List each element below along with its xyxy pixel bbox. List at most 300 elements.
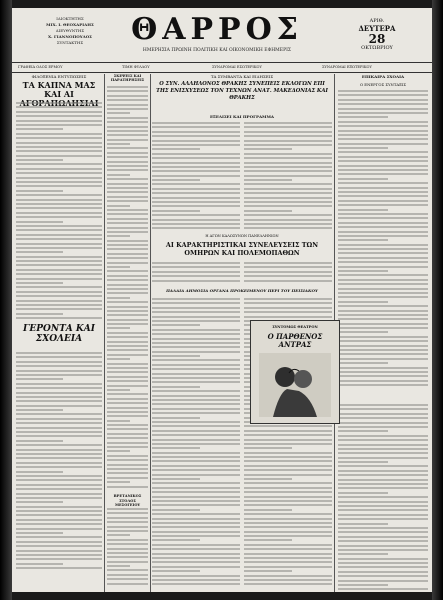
text-line [338,470,428,472]
text-line [338,274,428,276]
text-line [107,108,148,110]
text-line [338,584,388,586]
text-line [107,253,148,255]
text-line [16,106,102,108]
text-line [152,465,240,467]
text-line [107,402,148,404]
text-line [16,541,102,543]
text-line [244,140,332,142]
info-item: ΤΙΜΗ ΦΥΛΛΟΥ [122,65,150,69]
text-line [16,185,102,187]
text-line [152,157,240,159]
text-line [107,556,148,558]
text-line [107,455,148,457]
text-line [338,266,428,268]
text-line [107,191,148,193]
text-line [338,112,428,114]
text-line [244,210,292,212]
text-line [152,122,240,124]
text-line [244,170,332,172]
text-line [338,257,428,259]
text-line [338,575,428,577]
text-line [338,408,428,410]
text-line [338,496,428,498]
text-line [338,169,428,171]
text-line [107,314,148,316]
text-line [107,244,148,246]
text-line [152,298,240,300]
text-line [338,252,428,254]
text-line [338,336,428,338]
text-line [107,139,148,141]
text-line [338,248,428,250]
text-line [338,371,428,373]
article-body [107,508,148,587]
text-line [107,143,130,145]
text-line [338,527,428,529]
text-line [338,452,428,454]
text-line [107,477,148,479]
text-line [338,90,428,92]
text-line [16,256,102,258]
text-line [244,271,332,273]
text-line [338,209,388,211]
text-line [244,491,332,493]
text-line [338,588,428,590]
text-line [107,240,148,242]
text-line [107,468,148,470]
text-line [107,380,148,382]
text-line [152,307,240,309]
text-line [16,120,102,122]
text-line [16,532,63,534]
text-line [107,196,148,198]
text-line [107,561,148,563]
newspaper-title: ΘΑΡΡΟΣ [131,12,303,47]
text-line [16,361,102,363]
text-line [338,523,388,525]
text-line [244,482,332,484]
text-line [152,311,240,313]
text-line [338,138,428,140]
text-line [244,579,332,581]
text-line [16,488,102,490]
text-line [338,380,428,382]
text-line [338,261,428,263]
text-line [152,430,240,432]
text-line [152,557,240,559]
text-line [16,550,102,552]
text-line [107,517,148,519]
text-line [16,519,102,521]
text-line [107,336,148,338]
text-line [152,403,240,405]
text-line [338,134,428,136]
text-line [152,355,200,357]
text-line [338,531,428,533]
text-line [152,522,240,524]
text-line [244,561,332,563]
right-column [338,74,428,592]
text-line [338,487,428,489]
text-line [107,292,148,294]
newspaper-page [12,8,432,592]
text-line [16,497,102,499]
text-line [244,266,332,268]
text-line [16,207,102,209]
advertisement [250,320,340,424]
text-line [244,131,332,133]
text-line [244,474,332,476]
text-line [107,227,148,229]
text-line [16,238,102,240]
text-line [16,128,63,130]
text-line [244,504,332,506]
text-line [152,417,200,419]
text-line [338,536,428,538]
text-line [107,486,148,488]
text-line [244,192,332,194]
text-line [107,534,130,536]
text-line [152,373,240,375]
text-line [152,544,240,546]
text-line [16,475,102,477]
text-line [107,543,148,545]
column-kicker: ΦΙΛΟΞΕΝΙΑ ΕΝΤΥΠΩΣΕΙΣ [31,74,87,79]
text-line [152,496,240,498]
text-line [16,212,102,214]
text-line [16,216,102,218]
text-line [152,364,240,366]
text-line [338,318,428,320]
text-line [107,472,148,474]
text-line [107,288,148,290]
text-line [16,418,102,420]
text-line [244,219,332,221]
credit-line: ΜΙΧ. Ι. ΘΕΟΧΑΡΙΔΗΣ [46,22,94,27]
text-line [338,461,388,463]
text-line [107,319,148,321]
credit-line: ΔΙΕΥΘΥΝΤΗΣ [55,28,85,33]
text-line [152,500,240,502]
text-line [338,571,428,573]
text-line [16,260,102,262]
text-line [152,566,240,568]
text-line [107,121,148,123]
text-line [338,151,428,153]
text-line [244,575,332,577]
text-line [338,195,428,197]
credit-line: ΙΔΙΟΚΤΗΤΗΣ [56,16,84,21]
text-line [152,359,240,361]
text-line [338,426,428,428]
text-line [338,558,428,560]
text-line [107,205,130,207]
text-line [16,304,102,306]
text-line [152,579,240,581]
text-line [107,407,148,409]
text-line [152,338,240,340]
article-body [338,404,428,592]
text-line [244,518,332,520]
text-line [244,425,332,427]
text-line [16,545,102,547]
text-line [152,320,240,322]
text-line [152,333,240,335]
text-line [338,156,428,158]
text-line [152,368,240,370]
text-line [338,226,428,228]
text-line [16,506,102,508]
text-line [152,175,240,177]
text-line [244,513,332,515]
text-line [244,275,332,277]
text-line [244,280,332,282]
text-line [16,199,102,201]
text-line [152,469,240,471]
text-line [152,166,240,168]
text-line [107,450,130,452]
text-line [16,479,102,481]
column-kicker: ΕΠΙΚΑΙΡΑ ΣΧΟΛΙΑ [361,74,405,79]
text-line [107,187,148,189]
text-line [152,531,240,533]
text-line [152,148,200,150]
text-line [152,140,240,142]
text-line [107,569,148,571]
text-line [244,311,332,313]
text-line [152,386,200,388]
text-line [16,422,102,424]
text-line [338,492,388,494]
lead-subheading: ΕΞΕΛΙΣΕΙ ΚΑΙ ΠΡΟΓΡΑΜΜΑ [209,114,275,119]
text-line [107,126,148,128]
text-line [107,433,148,435]
text-line [338,305,428,307]
text-line [107,165,148,167]
text-line [107,200,148,202]
text-line [244,496,332,498]
text-line [244,188,332,190]
text-line [152,526,240,528]
text-line [107,213,148,215]
text-line [107,385,148,387]
text-line [338,160,428,162]
text-line [152,179,200,181]
text-line [16,413,102,415]
text-line [152,131,240,133]
text-line [338,509,428,511]
text-line [16,400,102,402]
masthead-credits [30,16,110,46]
text-line [107,112,130,114]
column-rule [104,74,105,592]
text-line [16,378,63,380]
text-line [152,553,240,555]
text-line [152,329,240,331]
text-line [16,387,102,389]
section-headline: ΠΑΛΑΙΑ ΔΗΜΟΣΙΑ ΟΡΓΑΝΑ ΠΡΟΚΕΙΜΕΝΟΥ ΠΕΡΙ ΤΟΥ ΠΕΙΣΙΑΚΟΥ [166,288,318,293]
text-line [338,187,428,189]
text-line [338,222,428,224]
text-line [16,102,102,104]
text-line [338,417,428,419]
text-line [244,539,292,541]
masthead [12,8,432,63]
article-headline: ΤΑ ΚΑΠΝΑ ΜΑΣ ΚΑΙ ΑΙ [22,80,96,99]
column-kicker: ΣΚΕΨΕΙΣ ΚΑΙ ΠΑΡΑΤΗΡΗΣΕΙΣ [110,74,145,82]
text-line [16,563,63,565]
text-line [338,296,428,298]
text-line [244,298,332,300]
text-line [16,168,102,170]
info-item: ΣΥΝΔΡΟΜΑΙ ΕΣΩΤΕΡΙΚΟΥ [212,65,262,69]
text-line [107,424,148,426]
text-line [152,395,240,397]
text-line [107,262,148,264]
text-line [107,134,148,136]
text-line [152,223,240,225]
text-line [107,178,148,180]
text-line [107,235,130,237]
text-line [107,95,148,97]
text-line [16,194,102,196]
text-line [16,251,63,253]
text-line [107,512,148,514]
text-line [107,323,148,325]
text-line [244,179,292,181]
text-line [338,143,428,145]
text-line [244,460,332,462]
text-line [244,316,332,318]
scan-edge-right [432,0,443,600]
text-line [338,430,388,432]
text-line [16,177,102,179]
text-line [338,349,428,351]
text-line [338,540,428,542]
text-line [152,460,240,462]
text-line [16,300,102,302]
text-line [152,280,240,282]
text-line [244,557,332,559]
text-line [16,155,102,157]
text-line [338,580,428,582]
text-line [338,217,428,219]
text-line [338,108,428,110]
text-line [244,500,332,502]
text-line [107,90,148,92]
text-line [16,229,102,231]
text-line [338,345,428,347]
text-line [338,457,428,459]
text-line [152,144,240,146]
text-line [338,182,428,184]
text-line [16,440,63,442]
text-line [16,427,102,429]
text-line [16,457,102,459]
text-line [244,135,332,137]
text-line [107,297,130,299]
text-line [244,205,332,207]
text-line [152,452,240,454]
text-line [16,203,102,205]
text-line [16,150,102,152]
text-line [107,279,148,281]
text-line [244,452,332,454]
text-line [244,478,292,480]
text-line [244,201,332,203]
text-line [338,358,428,360]
text-line [152,210,200,212]
text-line [338,173,428,175]
text-line [107,437,148,439]
text-line [107,306,148,308]
text-line [338,204,428,206]
text-line [16,295,102,297]
text-line [107,565,130,567]
text-line [152,443,240,445]
text-line [107,539,148,541]
text-line [152,434,240,436]
text-line [152,535,240,537]
text-line [244,144,332,146]
text-line [107,371,148,373]
text-line [338,103,428,105]
text-line [16,172,102,174]
text-line [244,262,332,264]
text-line [338,244,428,246]
text-line [16,383,102,385]
text-line [338,422,428,424]
text-line [152,570,200,572]
text-line [107,481,130,483]
text-line [244,535,332,537]
text-line [16,317,102,319]
text-line [338,549,428,551]
text-line [16,282,63,284]
text-line [107,183,148,185]
article-body [16,352,102,572]
text-line [152,227,240,229]
text-line [152,583,240,585]
text-line [152,439,240,441]
text-line [152,377,240,379]
text-line [16,313,63,315]
text-line [152,316,240,318]
text-line [107,398,148,400]
text-line [16,234,102,236]
text-line [338,518,428,520]
lead-headline: Ο ΣΥΝ. ΑΛΛΗΛΟΝΟΣ ΘΡΑΚΗΣ ΣΥΝΕΠΕΙΣ ΕΚΛΟΓΩΝ ΕΠΙ ΤΗΣ ΕΝΙΣΧΥΣΕΩΣ ΤΟΝ ΤΕΧΝΩΝ ΑΝΑΤ. ΜΑΚΕΔΟΝΙΑΣ ΚΑΙ ΘΡΑΚΗΣ [156,81,328,101]
text-line [338,165,428,167]
text-line [107,209,148,211]
issue-number-label: ΑΡΙΘ. [369,18,385,24]
text-line [107,257,148,259]
text-line [107,464,148,466]
text-line [107,147,148,149]
text-line [244,153,332,155]
text-line [107,411,148,413]
text-line [244,197,332,199]
text-line [16,514,102,516]
text-line [107,574,148,576]
text-line [338,444,428,446]
text-line [16,278,102,280]
info-item: ΓΡΑΦΕΙΑ ΟΔΟΣ ΕΡΜΟΥ [18,65,63,69]
text-line [152,539,200,541]
text-line [16,493,102,495]
text-line [244,456,332,458]
